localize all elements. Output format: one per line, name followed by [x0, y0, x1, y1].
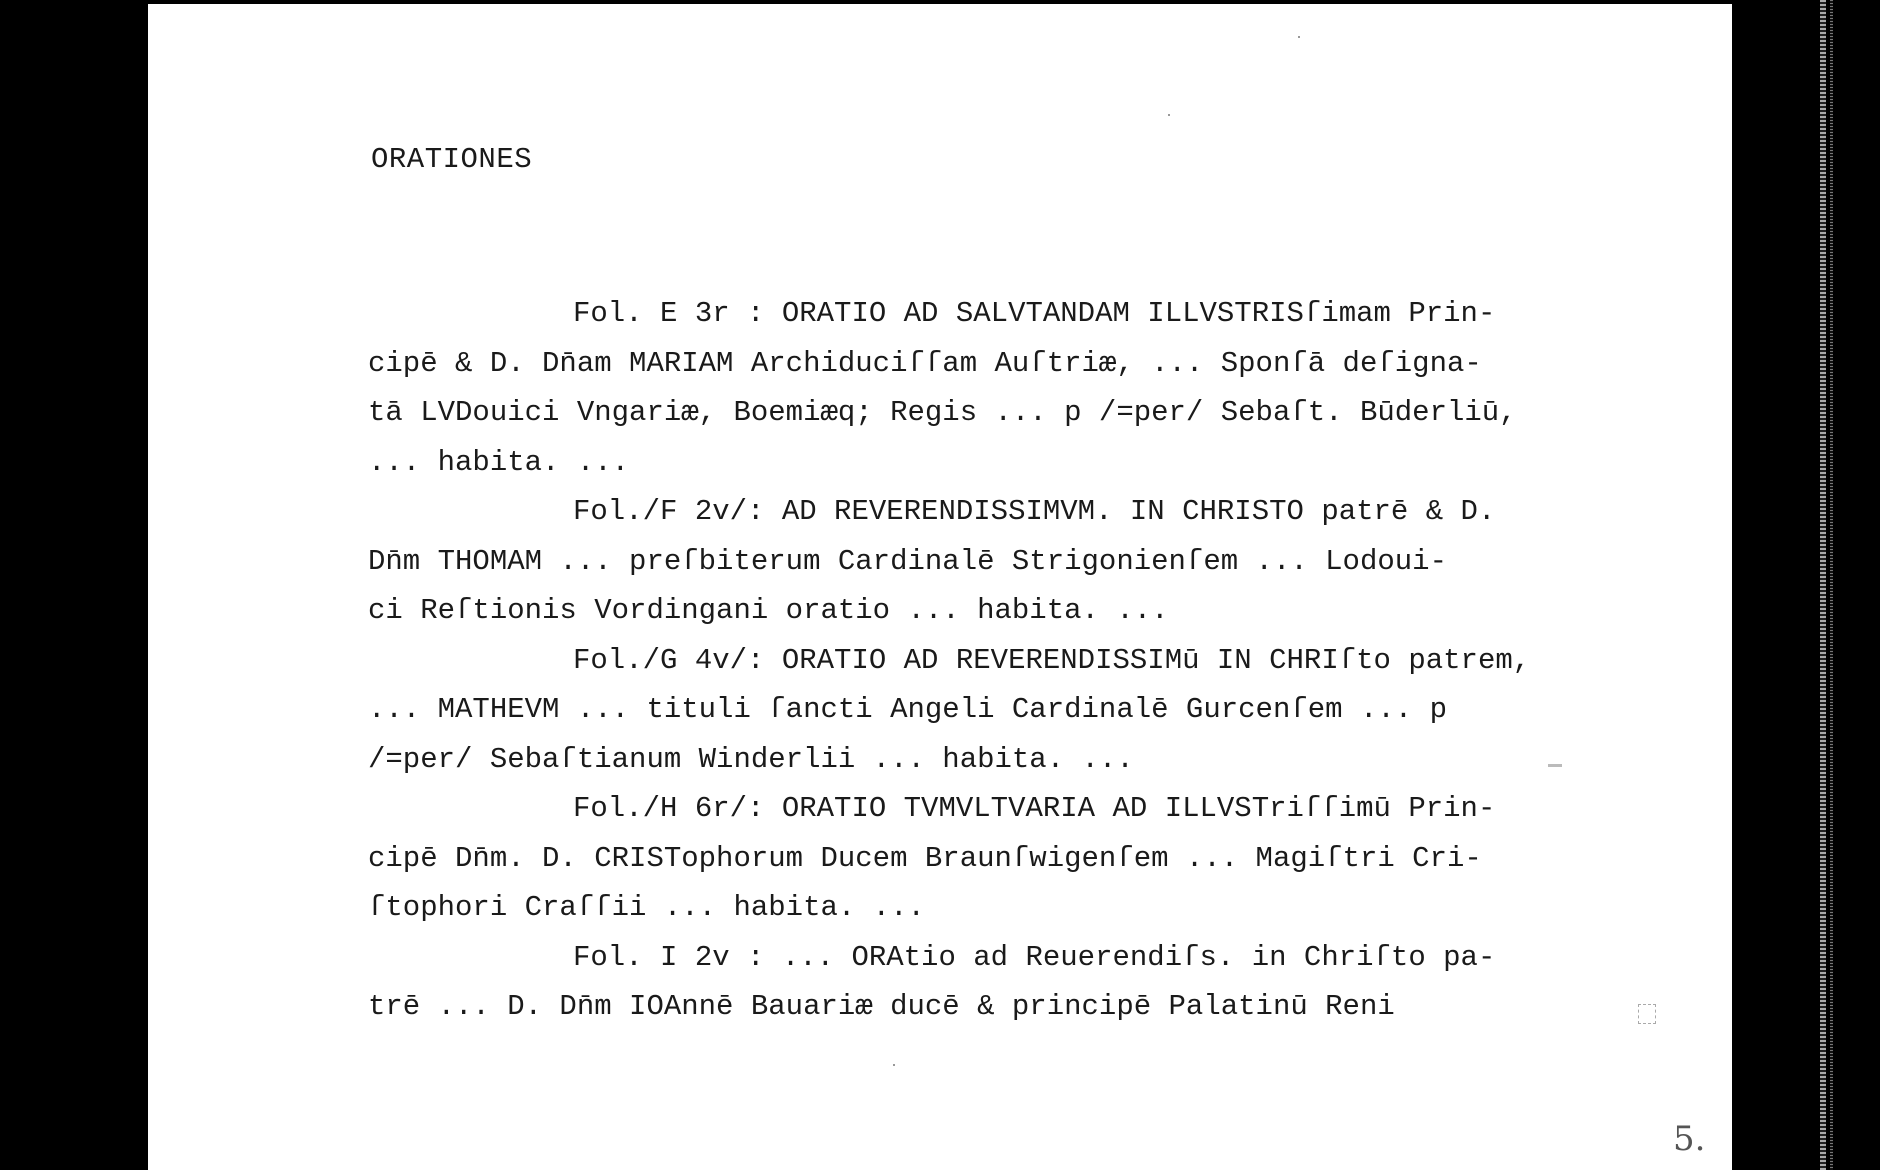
scan-speck — [893, 1064, 895, 1066]
text-line: ... MATHEVM ... tituli ſancti Angeli Cardinalē Gurcenſem ... p — [368, 693, 1447, 726]
text-line: Fol./G 4v/: ORATIO AD REVERENDISSIMū IN CHRIſto patrem, — [573, 643, 1531, 677]
page-title: ORATIONES — [371, 143, 533, 176]
scan-speck — [1548, 764, 1562, 767]
text-line: cipē & D. Dn̄am MARIAM Archiduciſſam Auſtriæ, ... Sponſā deſigna- — [368, 346, 1482, 380]
scan-edge — [1830, 0, 1833, 1170]
text-line: Fol./H 6r/: ORATIO TVMVLTVARIA AD ILLVSTriſſimū Prin- — [573, 792, 1496, 825]
text-line: ci Reſtionis Vordingani oratio ... habita. ... — [368, 594, 1169, 627]
text-line: cipē Dn̄m. D. CRISTophorum Ducem Braunſwigenſem ... Magiſtri Cri- — [368, 841, 1482, 875]
text-line: /=per/ Sebaſtianum Winderlii ... habita. ... — [368, 742, 1134, 776]
text-line: tā LVDouici Vngariæ, Boemiæq; Regis ... p /=per/ Sebaſt. Būderliū, — [368, 396, 1517, 429]
document-page — [148, 4, 1732, 1170]
scan-edge — [1820, 0, 1826, 1170]
scan-speck — [1298, 36, 1300, 38]
text-line: ... habita. ... — [368, 445, 630, 479]
text-line: Fol. I 2v : ... ORAtio ad Reuerendiſs. in Chriſto pa- — [573, 940, 1496, 974]
text-line: ſtophori Craſſii ... habita. ... — [368, 891, 925, 924]
document-body — [368, 289, 1698, 1032]
scan-speck — [1168, 114, 1170, 116]
text-line: trē ... D. Dn̄m IOAnnē Bauariæ ducē & principē Palatinū Reni — [368, 990, 1395, 1023]
text-line: Fol. E 3r : ORATIO AD SALVTANDAM ILLVSTRISſimam Prin- — [573, 297, 1496, 330]
text-line: Dn̄m THOMAM ... preſbiterum Cardinalē Strigonienſem ... Lodoui- — [368, 544, 1447, 578]
scan-speck — [1638, 1004, 1656, 1024]
page-number: 5. — [1673, 1119, 1706, 1159]
text-line: Fol./F 2v/: AD REVERENDISSIMVM. IN CHRISTO patrē & D. — [573, 495, 1496, 528]
